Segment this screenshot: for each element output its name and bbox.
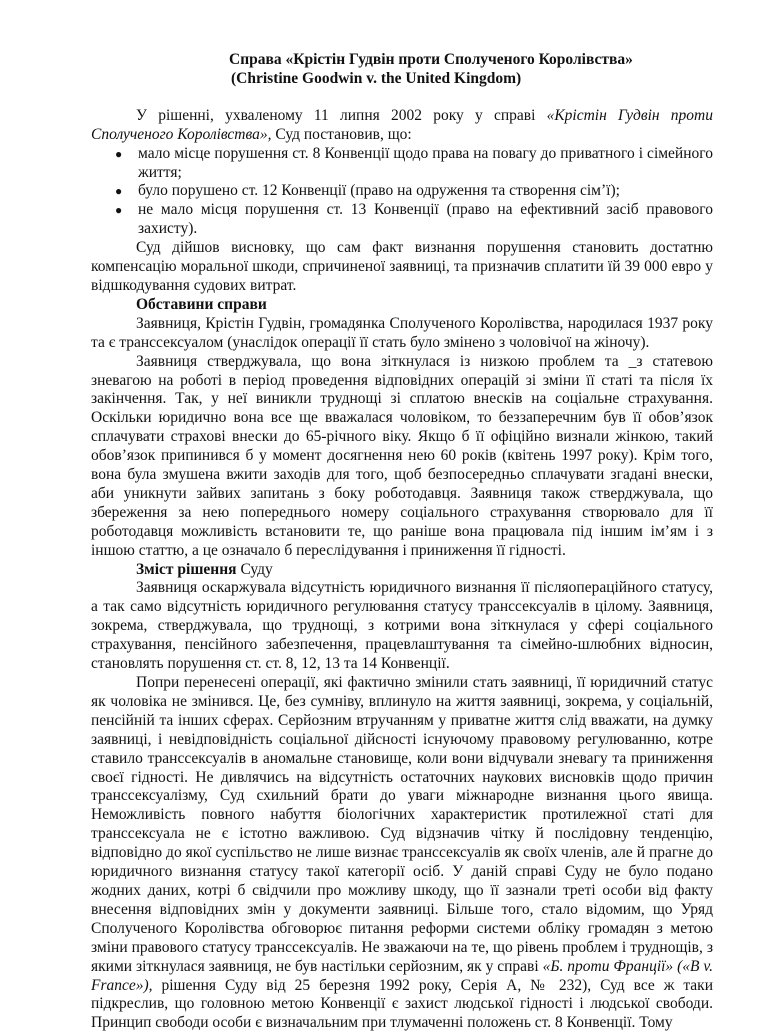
bullet-icon: ● — [115, 146, 123, 161]
court-text: Попри перенесені операції, які фактично змінили стать заявниці, її юридичний статус як чоловіка не змінився. Це, без сумніву, вплинуло на життя заявниці, зокрема, у соціальній, пенсійній та інших сферах. Серйозним втручанням у приватне життя слід вважати, на думку заявниці, і невідповідність соціальної дійсності існуючому правовому регулюванню, котре ставило транссексуалів в аномальне становище, коли вони відчували зневагу та приниження своєї гідності. Не дивлячись на відсутність остаточних наукових висновків щодо причин транссексуалізму, Суд схильний брати до уваги міжнародне визнання цього явища. Неможливість повного набуття біологічних характеристик протилежної статі для транссексуала не є істотно важливою. Суд відзначив чітку й послідовну тенденцію, відповідно до якої суспільство не лише визнає транссексуалів як своїх членів, але й прагне до юридичного визнання статусу такої категорії осіб. У даній справі Суду не було подано жодних даних, котрі б свідчили про можливу шкоду, що її зазнали треті особи від факту внесення відповідних змін у документи заявниці. Більше того, стало відомим, що Уряд Сполученого Королівства обговорює питання реформи системи обліку громадян з метою зміни правового статусу транссексуалів. Не зважаючи на те, що рівень проблем і труднощів, з якими зіткнулася заявниця, не був настільки серйозним, як у справі — [91, 674, 713, 975]
intro-text: У рішенні, ухваленому 11 липня 2002 року у справі — [136, 106, 547, 124]
list-item-text: було порушено ст. 12 Конвенції (право на одруження та створення сім’ї); — [138, 182, 620, 200]
document-subtitle: (Christine Goodwin v. the United Kingdom) — [231, 69, 522, 87]
case-citation: «Б. проти Франції» («B v. France»), — [91, 957, 714, 994]
complaint-paragraph: Заявниця оскаржувала відсутність юридичного визнання її післяопераційного статусу, а так само відсутність юридичного регулювання статусу транссексуалів в цілому. Заявниця, зокрема, стверджувала, що труднощі, з котрими вона зіткнулася у сфері соціального страхування, пенсійного забезпечення, працевлаштування та сімейно-шлюбних відносин, становлять порушення ст. ст. 8, 12, 13 та 14 Конвенції. — [91, 579, 713, 673]
bullet-icon: ● — [115, 203, 123, 218]
intro-text-end: Суд постановив, що: — [271, 125, 412, 143]
rulings-list — [91, 145, 713, 240]
list-item — [91, 201, 713, 239]
compensation-paragraph: Суд дійшов висновку, що сам факт визнання порушення становить достатню компенсацію моральної шкоди, спричиненої заявниці, та призначив сплатити їй 39 000 евро у відшкодування судових витрат. — [91, 239, 713, 294]
applicant-paragraph: Заявниця, Крістін Гудвін, громадянка Сполученого Королівства, народилася 1937 року та є транссексуалом (унаслідок операції її стать було змінено з чоловічої на жіночу). — [91, 314, 713, 351]
section-heading-bold: Зміст рішення — [136, 560, 237, 578]
section-heading-rest: Суду — [236, 560, 273, 578]
court-paragraph — [91, 674, 713, 1033]
section-heading-content — [91, 561, 713, 580]
claims-paragraph: Заявниця стверджувала, що вона зіткнулася із низкою проблем та _з статевою зневагою на роботі в період проведення відповідних операцій зі зміни її статі та після їх закінчення. Так, у неї виникли труднощі зі сплатою внесків на соціальне страхування. Оскільки юридично вона все ще вважалася чоловіком, то беззаперечним був її обов’язок сплачувати страхові внески до 65-річного віку. Якщо б її офіційно визнали жінкою, такий обов’язок припинився б у момент досягнення нею 60 років (квітень 1997 року). Крім того, вона була змушена вжити заходів для того, щоб безпосередньо сплачувати згадані внески, аби уникнути зайвих запитань з боку роботодавця. Заявниця також стверджувала, що збереження за нею попереднього номеру соціального страхування створювало для її роботодавця можливість встановити те, що раніше вона працювала під іншим ім’ям і з іншою статтю, а це означало б переслідування і приниження її гідності. — [91, 352, 713, 559]
list-item — [91, 145, 713, 183]
bullet-icon: ● — [115, 184, 123, 199]
document-title: Справа «Крістін Гудвін проти Сполученого Королівства» — [229, 51, 633, 68]
document-page — [91, 51, 713, 1033]
list-item-text: не мало місця порушення ст. 13 Конвенції (право на ефективний засіб правового захисту). — [138, 201, 713, 238]
list-item-text: мало місце порушення ст. 8 Конвенції щодо права на повагу до приватного і сімейного життя; — [138, 144, 713, 181]
intro-paragraph — [91, 107, 713, 145]
court-text-end: рішення Суду від 25 березня 1992 року, Серія А, № 232), Суд все ж таки підкреслив, що головною метою Конвенції є захист людської гідності і людської свободи. Принцип свободи особи є визначальним при тлумаченні положень ст. 8 Конвенції. Тому — [91, 976, 713, 1032]
case-name: «Крістін Гудвін проти Сполученого Королівства», — [91, 106, 713, 143]
section-heading-circumstances: Обставини справи — [136, 295, 267, 313]
list-item — [91, 182, 713, 201]
